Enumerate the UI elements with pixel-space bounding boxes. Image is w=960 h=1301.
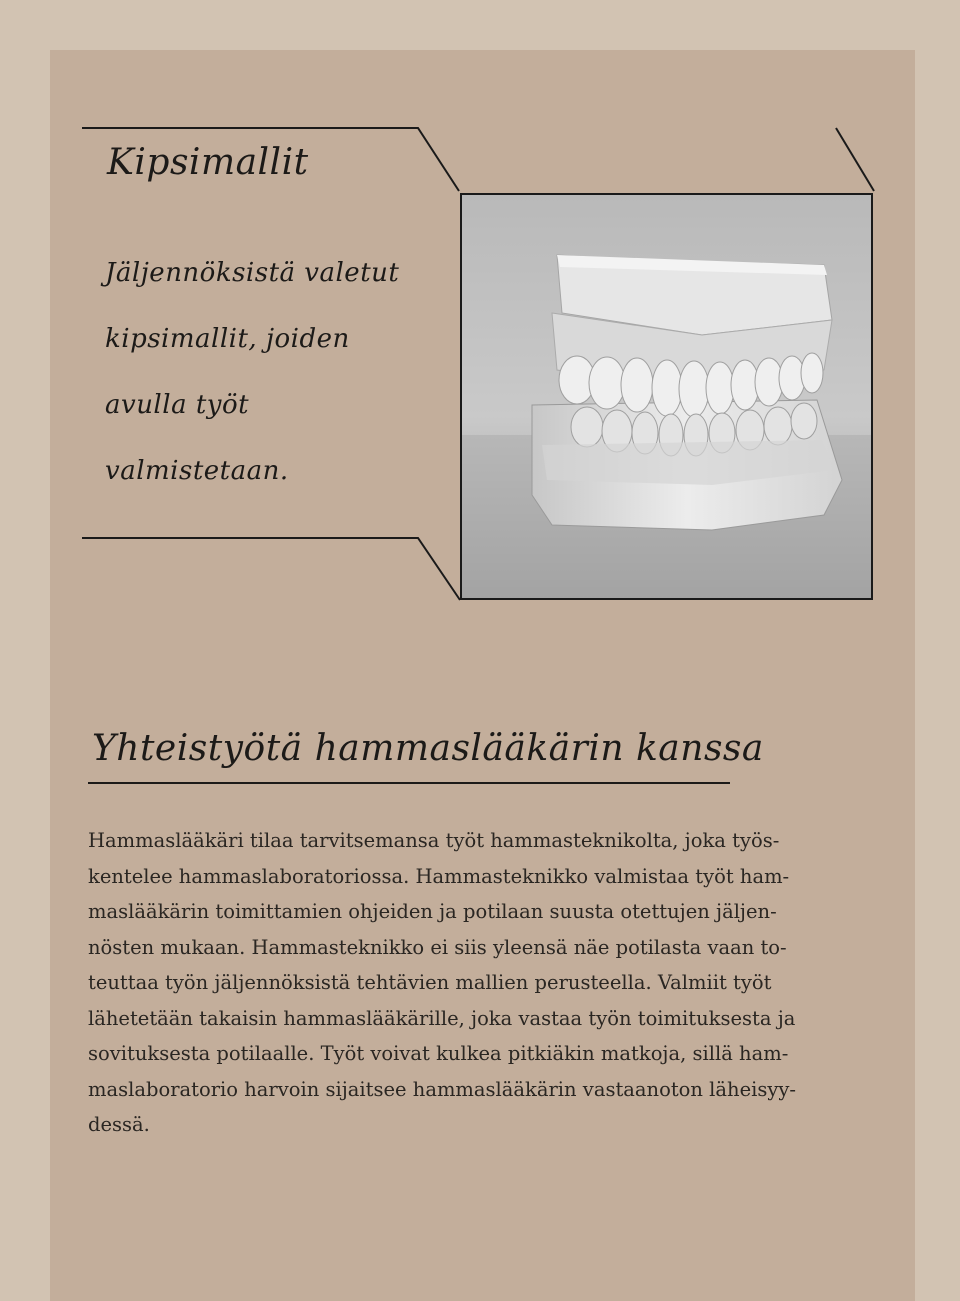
- caption-line: kipsimallit, joiden: [105, 324, 350, 354]
- frame-line-top-right: [836, 128, 874, 191]
- paragraph-line: lähetetään takaisin hammaslääkärille, joka vastaa työn toimituksesta ja: [88, 1006, 796, 1030]
- caption-line: Jäljennöksistä valetut: [105, 258, 400, 288]
- dental-model-photo: [460, 193, 873, 600]
- paragraph-line: sovituksesta potilaalle. Työt voivat kulkea pitkiäkin matkoja, sillä ham-: [88, 1042, 789, 1065]
- paragraph-line: kentelee hammaslaboratoriossa. Hammasteknikko valmistaa työt ham-: [88, 864, 790, 888]
- title-underline: [88, 782, 730, 784]
- caption-line: avulla työt: [105, 390, 250, 420]
- paragraph-line: dessä.: [88, 1113, 150, 1136]
- paragraph-line: maslääkärin toimittamien ohjeiden ja potilaan suusta otettujen jäljen-: [88, 900, 777, 923]
- paragraph-line: Hammaslääkäri tilaa tarvitsemansa työt hammasteknikolta, joka työs-: [88, 829, 780, 852]
- section-title-yhteistyo: Yhteistyötä hammaslääkärin kanssa: [92, 728, 764, 769]
- frame-line-bottom: [82, 538, 460, 600]
- paragraph-line: nösten mukaan. Hammasteknikko ei siis yleensä näe potilasta vaan to-: [88, 935, 787, 959]
- section-title-kipsimallit: Kipsimallit: [107, 142, 309, 183]
- caption-line: valmistetaan.: [105, 456, 289, 486]
- dental-plaster-model-icon: [462, 195, 871, 598]
- paragraph-line: teuttaa työn jäljennöksistä tehtävien mallien perusteella. Valmiit työt: [88, 971, 772, 994]
- photo-caption: [105, 240, 415, 504]
- body-paragraph: [88, 823, 868, 1143]
- paragraph-line: maslaboratorio harvoin sijaitsee hammaslääkärin vastaanoton läheisyy-: [88, 1077, 796, 1101]
